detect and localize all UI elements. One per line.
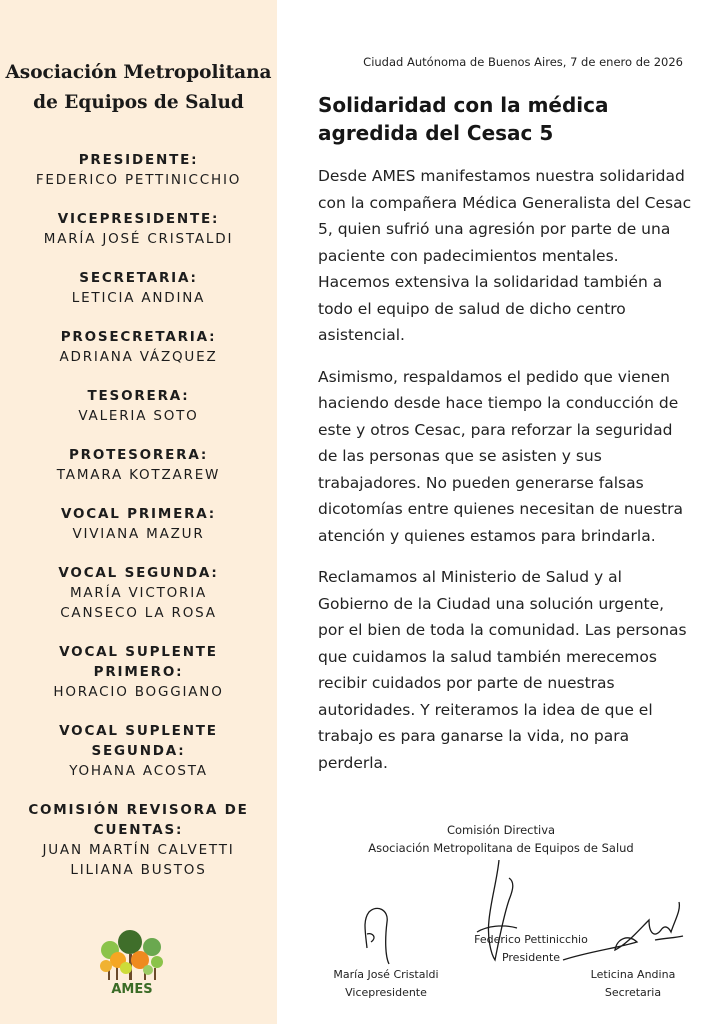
role-title: SECRETARIA: (79, 270, 198, 286)
letter-body (277, 0, 725, 1024)
role-name: JUAN MARTÍN CALVETTI (42, 842, 235, 858)
role-title: TESORERA: (87, 388, 190, 404)
role-title: PRESIDENTE: (78, 152, 199, 168)
signatory-name: Federico Pettinicchio (474, 933, 588, 946)
org-title-line2: de Equipos de Salud (33, 92, 244, 113)
role-name-line2: CANSECO LA ROSA (60, 605, 217, 621)
paragraph: Desde AMES manifestamos nuestra solidaridad con la compañera Médica Generalista del Cesac 5, quien sufrió una agresión por parte de una paciente con padecimientos mentales. Hacemos extensiva la solidaridad también a todo el equipo de salud de dicho centro asistencial. (318, 167, 692, 344)
signatory-role: Secretaria (604, 986, 662, 999)
role-prosecretary (0, 327, 277, 367)
role-president (0, 150, 277, 190)
role-protreasurer (0, 445, 277, 485)
role-title: VOCAL SUPLENTE (59, 644, 218, 660)
signatory-name: María José Cristaldi (333, 968, 439, 981)
org-title-line1: Asociación Metropolitana (5, 62, 272, 83)
org-title (0, 58, 277, 118)
role-title: COMISIÓN REVISORA DE (28, 802, 249, 818)
role-vocal-substitute-second (0, 721, 277, 781)
role-title-line2: PRIMERO: (93, 664, 184, 680)
ames-logo (96, 928, 168, 1004)
paragraph: Reclamamos al Ministerio de Salud y al Gobierno de la Ciudad una solución urgente, por el bien de toda la comunidad. Las personas que cuidamos la salud también merecemos recibir cuidados por parte de nuestras autoridades. Y reiteramos la idea de que el trabajo es para ganarse la vida, no para perderla. (318, 568, 687, 772)
role-title: VOCAL PRIMERA: (60, 506, 216, 522)
closing (277, 821, 725, 857)
role-name: YOHANA ACOSTA (69, 763, 208, 779)
role-name: MARÍA VICTORIA (69, 585, 208, 601)
role-title: VICEPRESIDENTE: (57, 211, 220, 227)
sidebar (0, 0, 277, 1024)
role-vocal-second (0, 563, 277, 623)
role-review-commission (0, 800, 277, 880)
role-name: HORACIO BOGGIANO (53, 684, 224, 700)
heading-line2: agredida del Cesac 5 (318, 121, 554, 145)
role-name: VALERIA SOTO (78, 408, 199, 424)
role-name: FEDERICO PETTINICCHIO (35, 172, 242, 188)
role-title: PROSECRETARIA: (60, 329, 217, 345)
role-name: LETICIA ANDINA (71, 290, 206, 306)
role-vocal-substitute-first (0, 642, 277, 702)
signatory-role: Presidente (501, 951, 561, 964)
role-name: ADRIANA VÁZQUEZ (59, 349, 218, 365)
tree-cluster-icon (96, 928, 168, 984)
logo-text: AMES (111, 982, 153, 997)
signature-block-secretary (558, 966, 708, 1002)
signature-block-president (456, 931, 606, 967)
letter-text (318, 163, 694, 791)
role-vicepresident (0, 209, 277, 249)
role-vocal-first (0, 504, 277, 544)
role-name-line2: LILIANA BUSTOS (70, 862, 207, 878)
role-name: TAMARA KOTZAREW (56, 467, 221, 483)
role-name: MARÍA JOSÉ CRISTALDI (43, 231, 234, 247)
closing-line1: Comisión Directiva (446, 823, 556, 837)
role-title: VOCAL SEGUNDA: (58, 565, 219, 581)
role-name: VIVIANA MAZUR (72, 526, 205, 542)
signatory-name: Leticina Andina (590, 968, 676, 981)
role-treasurer (0, 386, 277, 426)
role-title: VOCAL SUPLENTE (59, 723, 218, 739)
board-list (0, 150, 277, 899)
signatory-role: Vicepresidente (345, 986, 427, 999)
signature-vicepresident (365, 908, 389, 964)
paragraph: Asimismo, respaldamos el pedido que vienen haciendo desde hace tiempo la conducción de este y otros Cesac, para reforzar la seguridad de las personas que se asisten y sus trabajadores. No pueden generarse falsas dicotomías entre quienes necesitan de nuestra atención y quienes estamos para brindarla. (318, 367, 684, 545)
role-title: PROTESORERA: (68, 447, 209, 463)
heading-line1: Solidaridad con la médica (318, 93, 609, 117)
role-title-line2: SEGUNDA: (91, 743, 186, 759)
closing-line2: Asociación Metropolitana de Equipos de Salud (368, 841, 634, 855)
letter-heading (318, 91, 688, 147)
signature-block-vicepresident (311, 966, 461, 1002)
role-title-line2: CUENTAS: (93, 822, 184, 838)
letter-date: Ciudad Autónoma de Buenos Aires, 7 de enero de 2026 (363, 55, 683, 69)
role-secretary (0, 268, 277, 308)
